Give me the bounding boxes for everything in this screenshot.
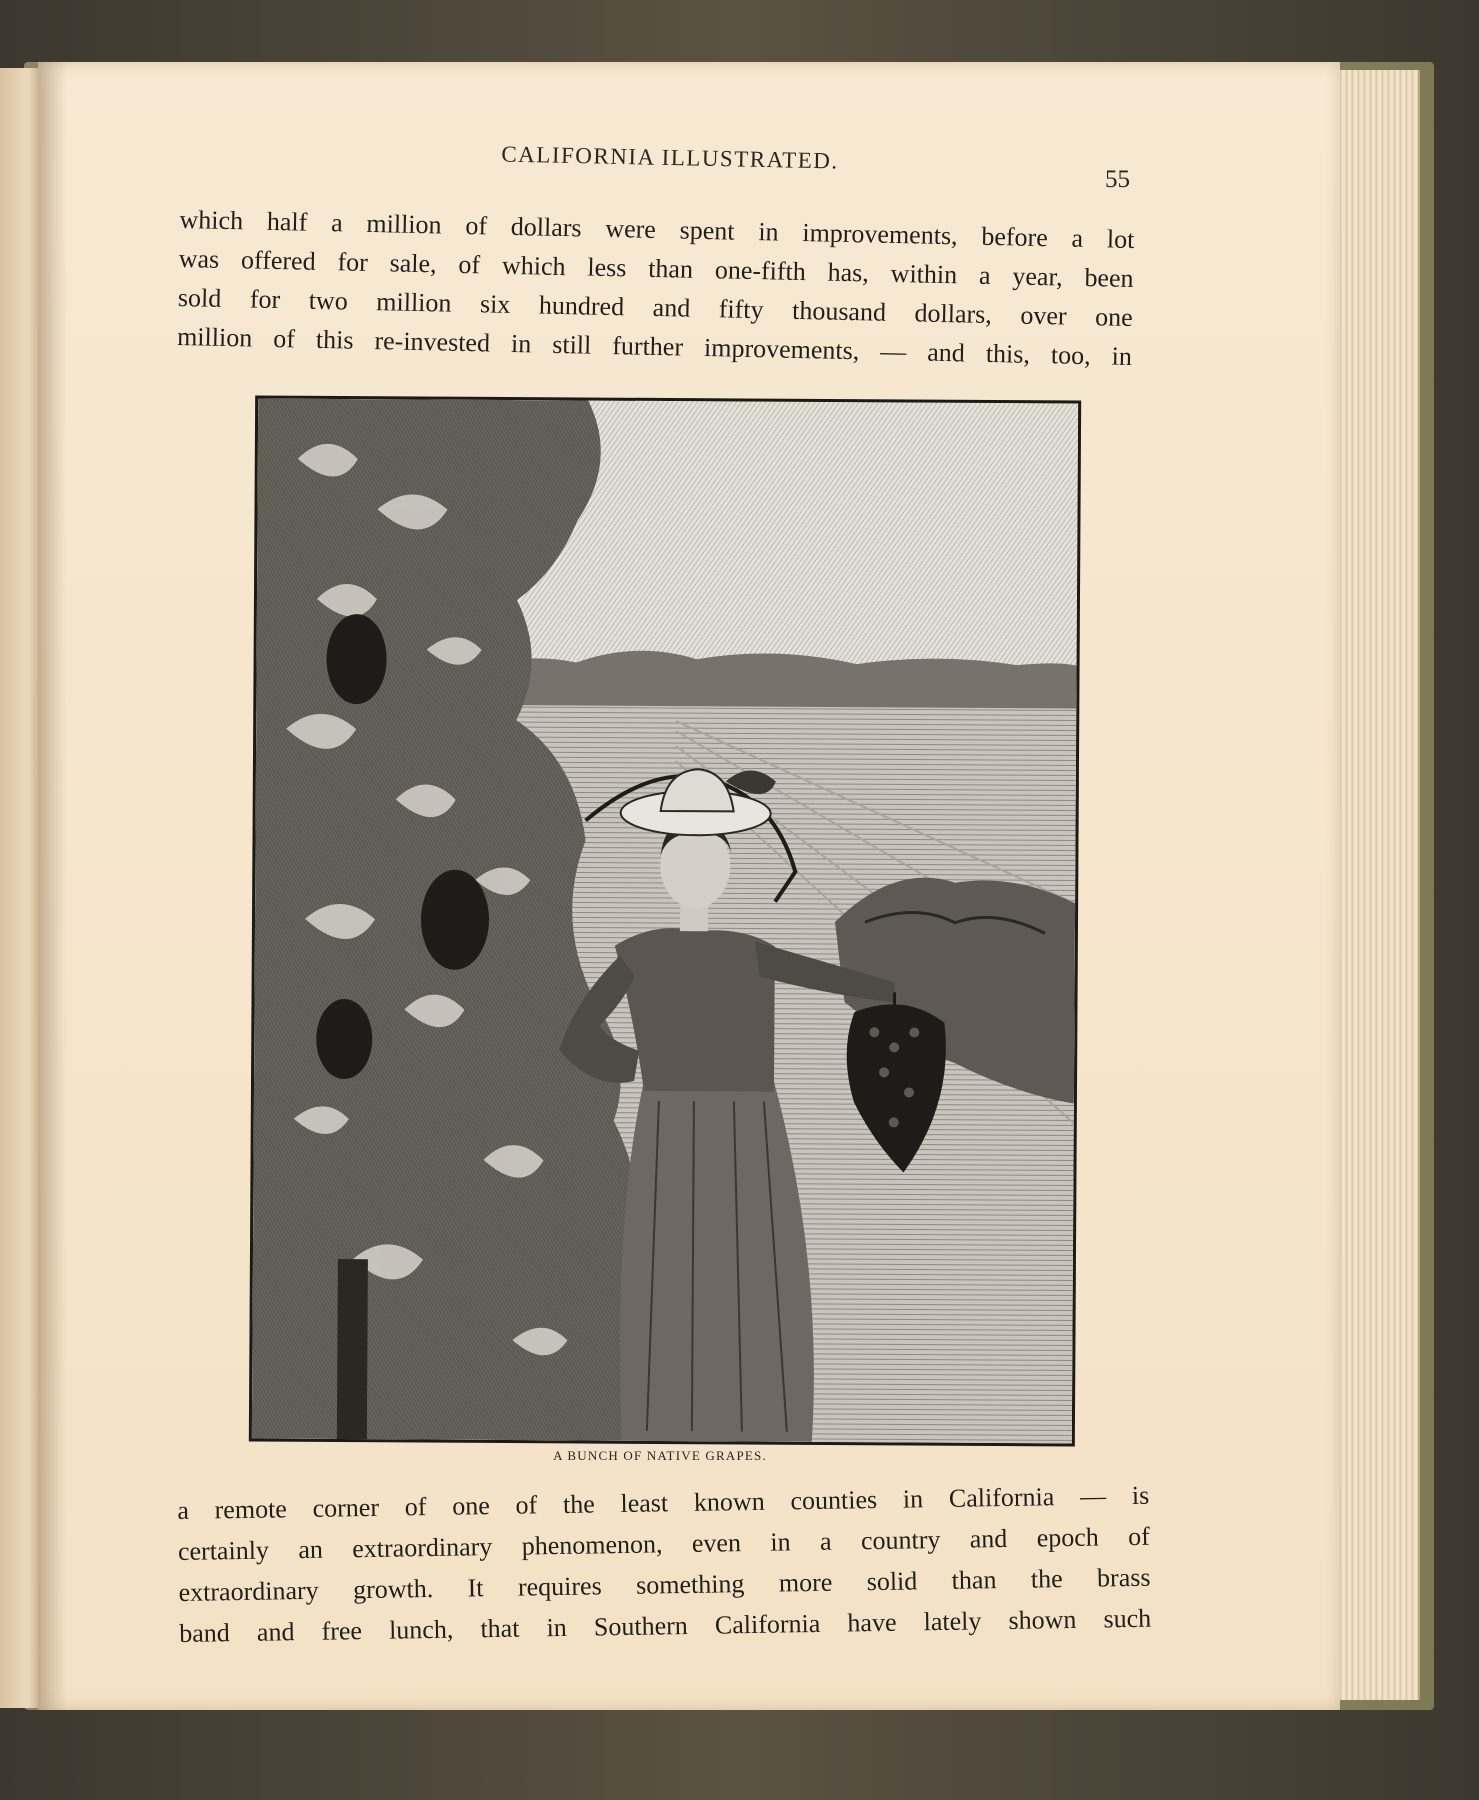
page-number: 55: [1105, 166, 1130, 193]
text-line: million of this re-invested in still further improvements, — and this, too, in: [176, 321, 1133, 371]
vineyard-engraving: [252, 399, 1078, 1444]
bottom-paragraph: [177, 1475, 1151, 1654]
illustration-caption: A BUNCH OF NATIVE GRAPES.: [553, 1448, 767, 1463]
text-line: extraordinary growth. It requires something more solid than the brass: [178, 1562, 1151, 1607]
text-line: was offered for sale, of which less than one-fifth has, within a year, been: [178, 243, 1134, 293]
page-edge-stack: [1330, 70, 1420, 1700]
text-line: a remote corner of one of the least known counties in California — is: [177, 1480, 1150, 1525]
engraving-illustration: [249, 395, 1081, 1446]
text-line: which half a million of dollars were spent in improvements, before a lot: [179, 204, 1135, 254]
running-title: CALIFORNIA ILLUSTRATED.: [501, 141, 839, 174]
text-line: band and free lunch, that in Southern California have lately shown such: [179, 1603, 1152, 1648]
gutter-shadow: [38, 62, 68, 1710]
text-line: certainly an extraordinary phenomenon, even in a country and epoch of: [177, 1521, 1151, 1566]
top-paragraph: [177, 200, 1135, 376]
left-page-edge: [0, 68, 40, 1708]
text-line: sold for two million six hundred and fifty thousand dollars, over one: [177, 282, 1134, 332]
